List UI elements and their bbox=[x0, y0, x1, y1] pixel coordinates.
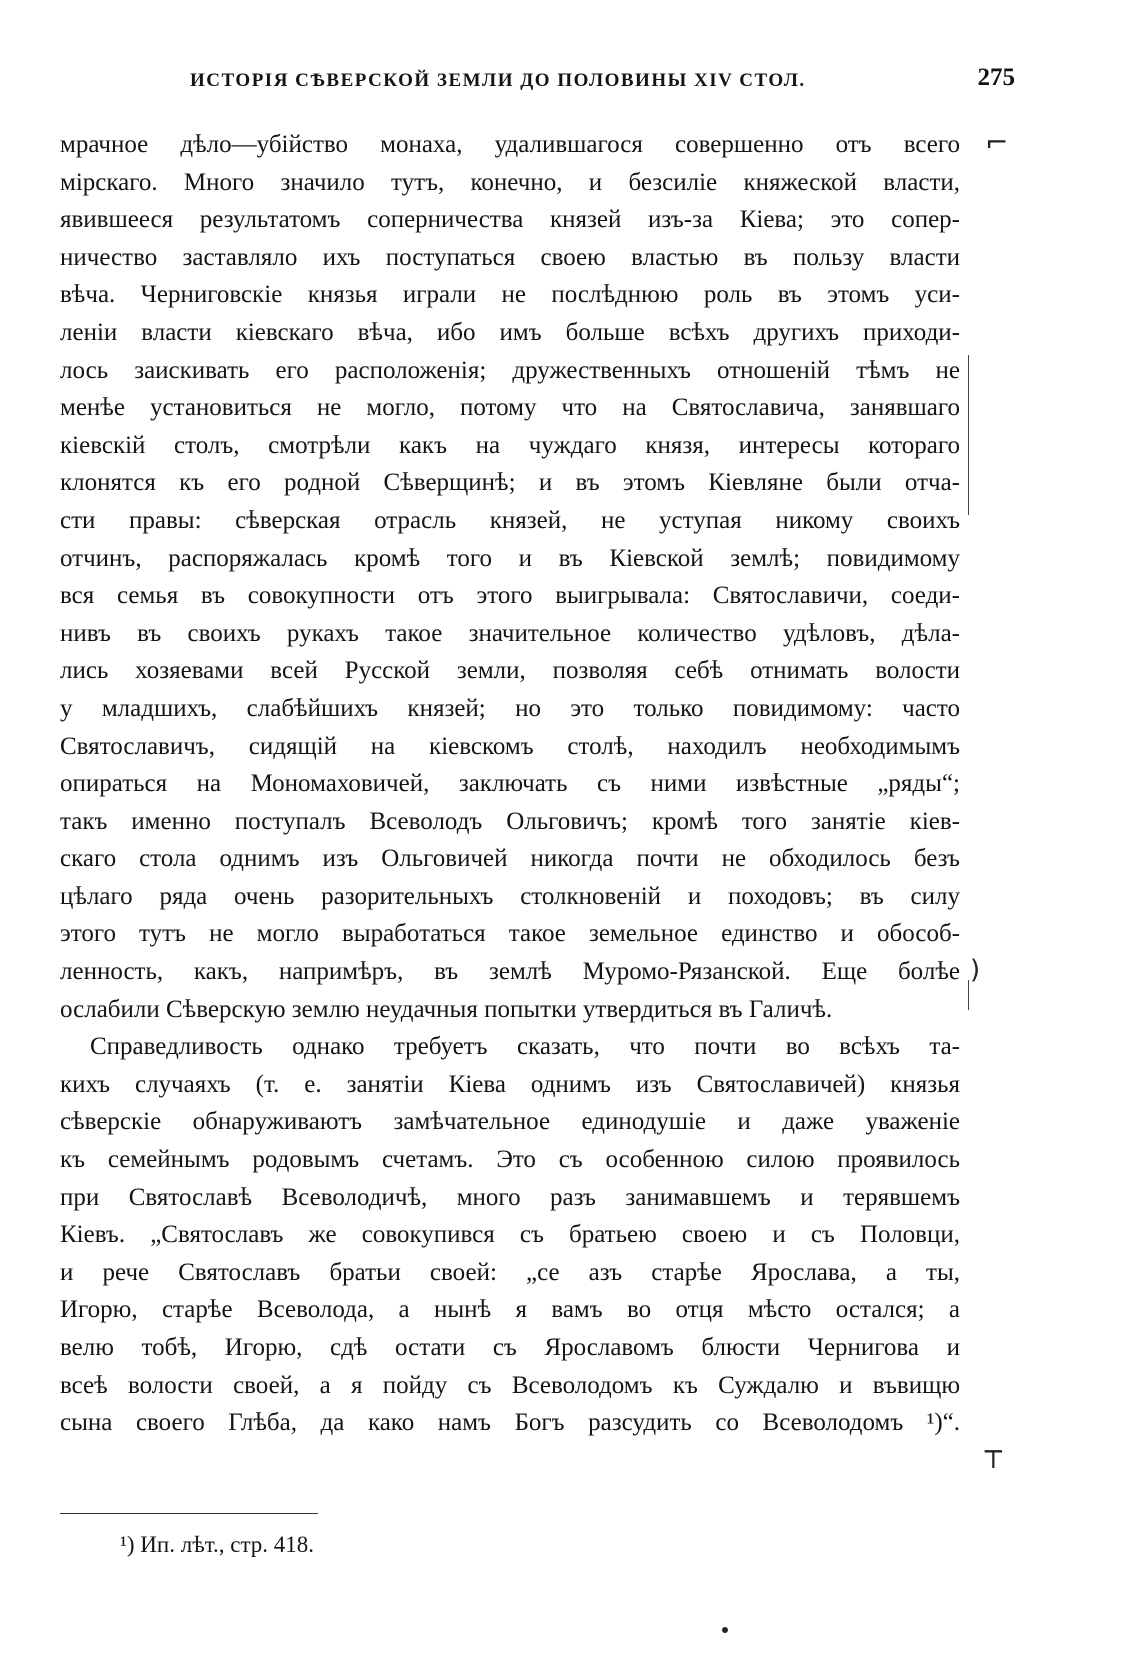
margin-bracket-line bbox=[968, 355, 969, 515]
page-number: 275 bbox=[977, 64, 1015, 91]
text-line: такъ именно поступалъ Всеволодъ Ольговичъ; кромѣ того занятіе кіев- bbox=[60, 807, 960, 835]
text-line: явившееся результатомъ соперничества князей изъ-за Кіева; это сопер- bbox=[60, 206, 960, 234]
margin-annotation-bottom: ┬ bbox=[985, 1435, 1002, 1468]
text-line: ничество заставляло ихъ поступаться своею властью въ пользу власти bbox=[60, 243, 960, 271]
text-line: всеѣ волости своей, а я пойду съ Всеволодомъ къ Суждалю и въвищю bbox=[60, 1371, 960, 1399]
text-line: вся семья въ совокупности отъ этого выигрывала: Святославичи, соеди- bbox=[60, 582, 960, 610]
text-line: вѣча. Черниговскіе князья играли не послѣднюю роль въ этомъ уси- bbox=[60, 281, 960, 309]
text-line: сѣверскіе обнаруживаютъ замѣчательное единодушіе и даже уваженіе bbox=[60, 1108, 960, 1136]
footnote: ¹) Ип. лѣт., стр. 418. bbox=[120, 1532, 315, 1557]
text-line: Кіевъ. „Святославъ же совокупився съ братьею своею и съ Половци, bbox=[60, 1221, 960, 1249]
body-text bbox=[60, 126, 960, 1442]
text-line: Святославичъ, сидящій на кіевскомъ столѣ, находилъ необходимымъ bbox=[60, 732, 960, 760]
text-line: кіевскій столъ, смотрѣли какъ на чуждаго князя, интересы котораго bbox=[60, 431, 960, 459]
text-line: леніи власти кіевскаго вѣча, ибо имъ больше всѣхъ другихъ приходи- bbox=[60, 318, 960, 346]
text-line: лись хозяевами всей Русской земли, позволяя себѣ отнимать волости bbox=[60, 657, 960, 685]
text-line: клонятся къ его родной Сѣверщинѣ; и въ этомъ Кіевляне были отча- bbox=[60, 469, 960, 497]
ink-speck bbox=[722, 1627, 728, 1633]
margin-annotation-mid: ) bbox=[970, 955, 981, 985]
margin-bracket-line bbox=[968, 980, 969, 1010]
footnote-divider bbox=[60, 1513, 318, 1514]
text-line: отчинъ, распоряжалась кромѣ того и въ Кіевской землѣ; повидимому bbox=[60, 544, 960, 572]
margin-annotation-top: ⌐ bbox=[985, 126, 1009, 159]
paragraph-start-line: Справедливость однако требуетъ сказать, что почти во всѣхъ та- bbox=[90, 1033, 960, 1061]
text-line: у младшихъ, слабѣйшихъ князей; но это только повидимому: часто bbox=[60, 694, 960, 722]
text-line: лось заискивать его расположенія; дружественныхъ отношеній тѣмъ не bbox=[60, 356, 960, 384]
text-line: велю тобѣ, Игорю, сдѣ остати съ Ярославомъ блюсти Чернигова и bbox=[60, 1334, 960, 1361]
text-line: кихъ случаяхъ (т. е. занятіи Кіева однимъ изъ Святославичей) князья bbox=[60, 1070, 960, 1098]
text-line: къ семейнымъ родовымъ счетамъ. Это съ особенною силою проявилось bbox=[60, 1146, 960, 1174]
text-line: мрачное дѣло—убійство монаха, удалившагося совершенно отъ всего bbox=[60, 131, 960, 158]
text-line: цѣлаго ряда очень разорительныхъ столкновеній и походовъ; въ силу bbox=[60, 882, 960, 910]
text-line: сти правы: сѣверская отрасль князей, не уступая никому своихъ bbox=[60, 506, 960, 534]
text-line: мірскаго. Много значило тутъ, конечно, и безсиліе княжеской власти, bbox=[60, 168, 960, 196]
text-line: сына своего Глѣба, да како намъ Богъ разсудить со Всеволодомъ ¹)“. bbox=[60, 1409, 960, 1437]
text-line: скаго стола однимъ изъ Ольговичей никогда почти не обходилось безъ bbox=[60, 845, 960, 873]
text-line: ленность, какъ, напримѣръ, въ землѣ Муромо-Рязанской. Еще болѣе bbox=[60, 958, 960, 986]
text-line: при Святославѣ Всеволодичѣ, много разъ занимавшемъ и терявшемъ bbox=[60, 1183, 960, 1211]
text-line: опираться на Мономаховичей, заключать съ ними извѣстные „ряды“; bbox=[60, 770, 960, 798]
text-line: менѣе установиться не могло, потому что на Святославича, занявшаго bbox=[60, 394, 960, 422]
page-header bbox=[60, 64, 1050, 104]
paragraph-end-line: ослабили Сѣверскую землю неудачныя попытки утвердиться въ Галичѣ. bbox=[60, 995, 833, 1023]
text-line: нивъ въ своихъ рукахъ такое значительное количество удѣловъ, дѣла- bbox=[60, 619, 960, 647]
running-title: ИСТОРІЯ СѢВЕРСКОЙ ЗЕМЛИ ДО ПОЛОВИНЫ XIV СТОЛ. bbox=[190, 70, 806, 91]
text-line: и рече Святославъ братьи своей: „се азъ старѣе Ярослава, а ты, bbox=[60, 1258, 960, 1286]
text-line: этого тутъ не могло выработаться такое земельное единство и обособ- bbox=[60, 920, 960, 948]
text-line: Игорю, старѣе Всеволода, а нынѣ я вамъ во отця мѣсто остался; а bbox=[60, 1296, 960, 1324]
